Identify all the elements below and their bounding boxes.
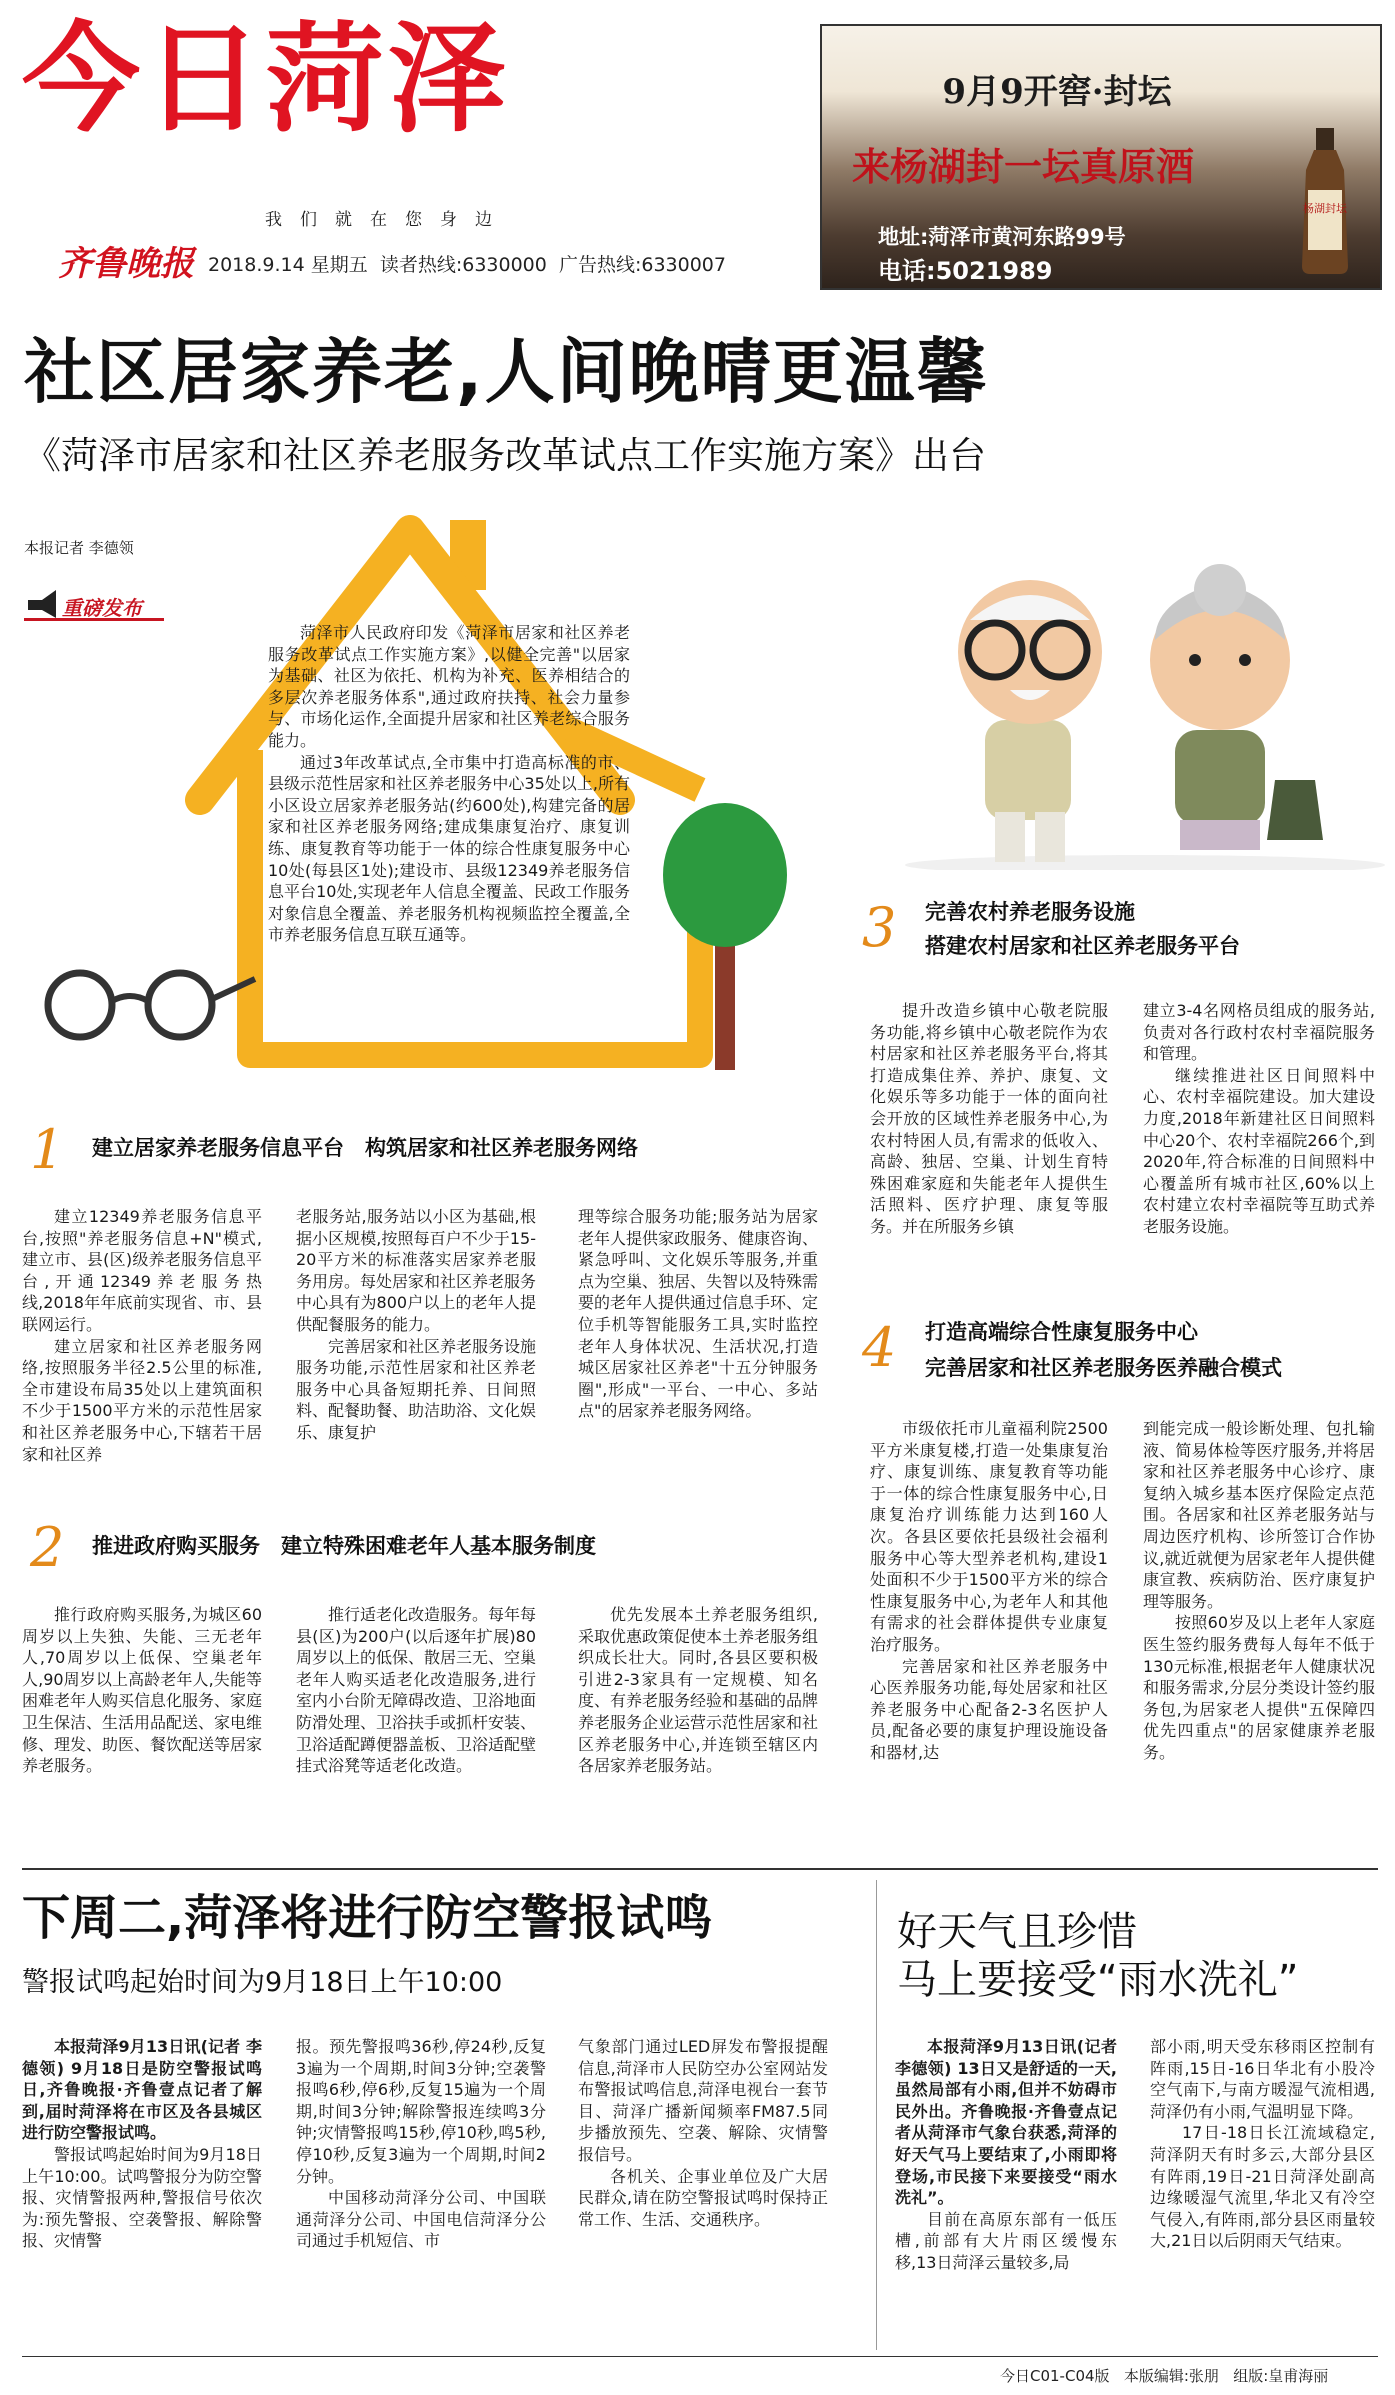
glasses-icon: [30, 955, 260, 1045]
issue-date: 2018.9.14 星期五: [208, 254, 368, 276]
tree-icon: [660, 800, 790, 1070]
footer: [1000, 2365, 1328, 2386]
lead-intro-p2: 通过3年改革试点,全市集中打造高标准的市、县级示范性居家和社区养老服务中心35处以上,所有小区设立居家养老服务站(约600处),构建完备的居家和社区养老服务网络;建成集康复治疗、康复训练、康复教育等功能于一体的综合性康复服务中心10处(每县区1处);建设市、县级12349养老服务信息平台10处,实现老年人信息全覆盖、民政工作服务对象信息全覆盖、养老服务机构视频监控全覆盖,全市养老服务信息互联互通等。: [268, 752, 630, 945]
lead-intro: [268, 622, 630, 946]
section-4-number: 4: [862, 1316, 897, 1379]
badge-label: 重磅发布: [62, 596, 142, 620]
footer-editor: 本版编辑:张朋: [1123, 2367, 1219, 2385]
masthead-title: 今日菏泽: [22, 10, 511, 148]
ad-subhead: 来杨湖封一坛真原酒: [852, 144, 1195, 189]
section-1-number: 1: [30, 1118, 65, 1181]
air-raid-subhead: 警报试鸣起始时间为9月18日上午10:00: [22, 1967, 503, 1998]
elderly-couple-illustration: [845, 540, 1385, 870]
air-raid-col-2: 报。预先警报鸣36秒,停24秒,反复3遍为一个周期,时间3分钟;空袭警报鸣6秒,停6秒,反复15遍为一个周期,时间3分钟;解除警报连续鸣3分钟;灾情警报鸣15秒,停10秒,鸣5秒,停10秒,反复3遍为一个周期,时间2分钟。 中国移动菏泽分公司、中国联通菏泽分公司、中国电信菏泽分公司通过手机短信、市: [296, 2037, 546, 2251]
section-2-col-1: 推行政府购买服务,为城区60周岁以上失独、失能、三无老年人,70周岁以上低保、空巢老年人,90周岁以上高龄老年人,失能等困难老年人购买信息化服务、家庭卫生保洁、生活用品配送、家电维修、理发、助医、餐饮配送等居家养老服务。: [22, 1605, 263, 1776]
section-2-title: 推进政府购买服务 建立特殊困难老年人基本服务制度: [92, 1534, 596, 1558]
lead-intro-p1: 菏泽市人民政府印发《菏泽市居家和社区养老服务改革试点工作实施方案》,以健全完善"以居家为基础、社区为依托、机构为补充、医养相结合的多层次养老服务体系",通过政府扶持、社会力量参与、市场化运作,全面提升居家和社区养老综合服务能力。: [268, 623, 630, 750]
ad-address: 地址:菏泽市黄河东路99号: [878, 225, 1126, 249]
section-4-col-2: 到能完成一般诊断处理、包扎输液、简易体检等医疗服务,并将居家和社区养老服务中心诊疗、康复纳入城乡基本医疗保险定点范围。各居家和社区养老服务站与周边医疗机构、诊所签订合作协议,就近就便为居家老年人提供健康宣教、疾病防治、医疗康复护理等服务。 按照60岁及以上老年人家庭医生签约服务费每人每年不低于130元标准,根据老年人健康状况和服务需求,分层分类设计签约服务包,为居家老人提供"五保障四优先四重点"的居家健康养老服务。: [1143, 1419, 1375, 1762]
lead-subhead: 《菏泽市居家和社区养老服务改革试点工作实施方案》出台: [24, 434, 986, 477]
ad-phone: 电话:5021989: [878, 257, 1053, 285]
weather-col-2: 部小雨,明天受东移雨区控制有阵雨,15日-16日华北有小股冷空气南下,与南方暖湿气流相遇,菏泽仍有小雨,气温明显下降。 17日-18日长江流域稳定,菏泽阴天有时多云,大部分县区有阵雨,19日-21日菏泽处副高边缘暖湿气流里,华北又有冷空气侵入,有阵雨,部分县区雨量较大,21日以后阴雨天气结束。: [1150, 2037, 1375, 2251]
ad-headline: 9月9开窖·封坛: [942, 72, 1172, 112]
section-3-col-1: 提升改造乡镇中心敬老院服务功能,将乡镇中心敬老院作为农村居家和社区养老服务平台,将其打造成集住养、养护、康复、文化娱乐等多功能于一体的面向社会开放的区域性养老服务中心,为农村特困人员,有需求的低收入、高龄、独居、空巢、计划生育特殊困难家庭和失能老年人提供生活照料、医疗护理、康复等服务。并在所服务乡镇: [870, 1001, 1108, 1236]
section-3-title-1: 完善农村养老服务设施: [925, 900, 1135, 924]
weather-title: [897, 1908, 1298, 2004]
liquor-bottle-icon: [1292, 126, 1358, 276]
liquor-advertisement[interactable]: [820, 24, 1382, 290]
section-2-col-2: 推行适老化改造服务。每年每县(区)为200户(以后逐年扩展)80周岁以上的低保、散居三无、空巢老年人购买适老化改造服务,进行室内小台阶无障碍改造、卫浴地面防滑处理、卫浴扶手或抓杆安装、卫浴适配蹲便器盖板、卫浴适配壁挂式浴凳等适老化改造。: [296, 1605, 537, 1776]
column-divider: [876, 1880, 877, 2350]
section-4-title-1: 打造高端综合性康复服务中心: [925, 1320, 1198, 1344]
section-divider: [22, 1868, 1378, 1870]
section-1-title: 建立居家养老服务信息平台 构筑居家和社区养老服务网络: [92, 1136, 638, 1160]
section-4-title-2: 完善居家和社区养老服务医养融合模式: [925, 1356, 1282, 1380]
section-3-number: 3: [862, 896, 897, 959]
air-raid-col-3: 气象部门通过LED屏发布警报提醒信息,菏泽市人民防空办公室网站发布警报试鸣信息,菏泽电视台一套节目、菏泽广播新闻频率FM87.5同步播放预先、空袭、解除、灾情警报信号。 各机关、企事业单位及广大居民群众,请在防空警报试鸣时保持正常工作、生活、交通秩序。: [578, 2037, 828, 2229]
section-3-title-2: 搭建农村居家和社区养老服务平台: [925, 934, 1240, 958]
dateline: [208, 250, 726, 277]
section-1-col-2: 老服务站,服务站以小区为基础,根据小区规模,按照每百户不少于15-20平方米的标准落实居家养老服务用房。每处居家和社区养老服务中心具有为800户以上的老年人提供配餐服务的能力。 完善居家和社区养老服务设施服务功能,示范性居家和社区养老服务中心具备短期托养、日间照料、配餐助餐、助洁助浴、文化娱乐、康复护: [296, 1207, 537, 1442]
air-raid-col-1: 本报菏泽9月13日讯(记者 李德领) 9月18日是防空警报试鸣日,齐鲁晚报·齐鲁壹点记者了解到,届时菏泽将在市区及各县城区进行防空警报试鸣。 警报试鸣起始时间为9月18日上午10:00。试鸣警报分为防空警报、灾情警报两种,警报信号依次为:预先警报、空袭警报、解除警报、灾情警: [22, 2037, 262, 2251]
footer-rule: [22, 2356, 1378, 2357]
section-1-col-3: 理等综合服务功能;服务站为居家老年人提供家政服务、健康咨询、紧急呼叫、文化娱乐等服务,并重点为空巢、独居、失智以及特殊需要的老年人提供通过信息手环、定位手机等智能服务工具,实时监控老年人身体状况、生活状况,打造城区居家社区养老"十五分钟服务圈",形成"一平台、一中心、多站点"的居家养老服务网络。: [578, 1207, 819, 1421]
ad-hotline: 广告热线:6330007: [558, 254, 726, 276]
section-2-number: 2: [30, 1516, 65, 1579]
lead-headline: 社区居家养老,人间晚晴更温馨: [24, 331, 989, 413]
section-2-col-3: 优先发展本土养老服务组织,采取优惠政策促使本土养老服务组织成长壮大。同时,各县区要积极引进2-3家具有一定规模、知名度、有养老服务经验和基础的品牌养老服务企业运营示范性居家和社区养老服务中心,并连锁至辖区内各居家养老服务站。: [578, 1605, 819, 1776]
section-1-col-1: 建立12349养老服务信息平台,按照"养老服务信息+N"模式,建立市、县(区)级养老服务信息平台,开通12349养老服务热线,2018年年底前实现省、市、县联网运行。 建立居家和社区养老服务网络,按照服务半径2.5公里的标准,全市建设布局35处以上建筑面积不少于1500平方米的示范性居家和社区养老服务中心,下辖若干居家和社区养: [22, 1207, 262, 1464]
reader-hotline: 读者热线:6330000: [379, 254, 547, 276]
bottle-label: 杨湖封坛: [1303, 202, 1347, 215]
weather-col-1: 本报菏泽9月13日讯(记者 李德领) 13日又是舒适的一天,虽然局部有小雨,但并不妨碍市民外出。齐鲁晚报·齐鲁壹点记者从菏泽市气象台获悉,菏泽的好天气马上要结束了,小雨即将登场,市民接下来要接受“雨水洗礼”。 目前在高原东部有一低压槽,前部有大片雨区缓慢东移,13日菏泽云量较多,局: [895, 2037, 1117, 2272]
masthead-slogan: 我们就在您身边: [265, 210, 510, 230]
weather-title-line-2: 马上要接受“雨水洗礼”: [897, 1957, 1299, 2003]
section-3-col-2: 建立3-4名网格员组成的服务站,负责对各行政村农村幸福院服务和管理。 继续推进社区日间照料中心、农村幸福院建设。加大建设力度,2018年新建社区日间照料中心20个、农村幸福院266个,到2020年,符合标准的日间照料中心覆盖所有城市社区,60%以上农村建立农村幸福院等互助式养老服务设施。: [1143, 1001, 1375, 1236]
section-4-col-1: 市级依托市儿童福利院2500平方米康复楼,打造一处集康复治疗、康复训练、康复教育等功能于一体的综合性康复服务中心,日康复治疗训练能力达到160人次。各县区要依托县级社会福利服务中心等大型养老机构,建设1处面积不少于1500平方米的综合性康复服务中心,为老年人和其他有需求的社会群体提供专业康复治疗服务。 完善居家和社区养老服务中心医养服务功能,每处居家和社区养老服务中心配备2-3名医护人员,配备必要的康复护理设施设备和器材,达: [870, 1419, 1108, 1762]
lead-byline: 本报记者 李德领: [24, 539, 134, 557]
weather-title-line-1: 好天气且珍惜: [897, 1909, 1137, 1955]
footer-designer: 组版:皇甫海丽: [1233, 2367, 1329, 2385]
air-raid-headline: 下周二,菏泽将进行防空警报试鸣: [22, 1890, 713, 1946]
paper-logo: 齐鲁晚报: [58, 244, 194, 284]
footer-pages: 今日C01-C04版: [1000, 2367, 1110, 2385]
